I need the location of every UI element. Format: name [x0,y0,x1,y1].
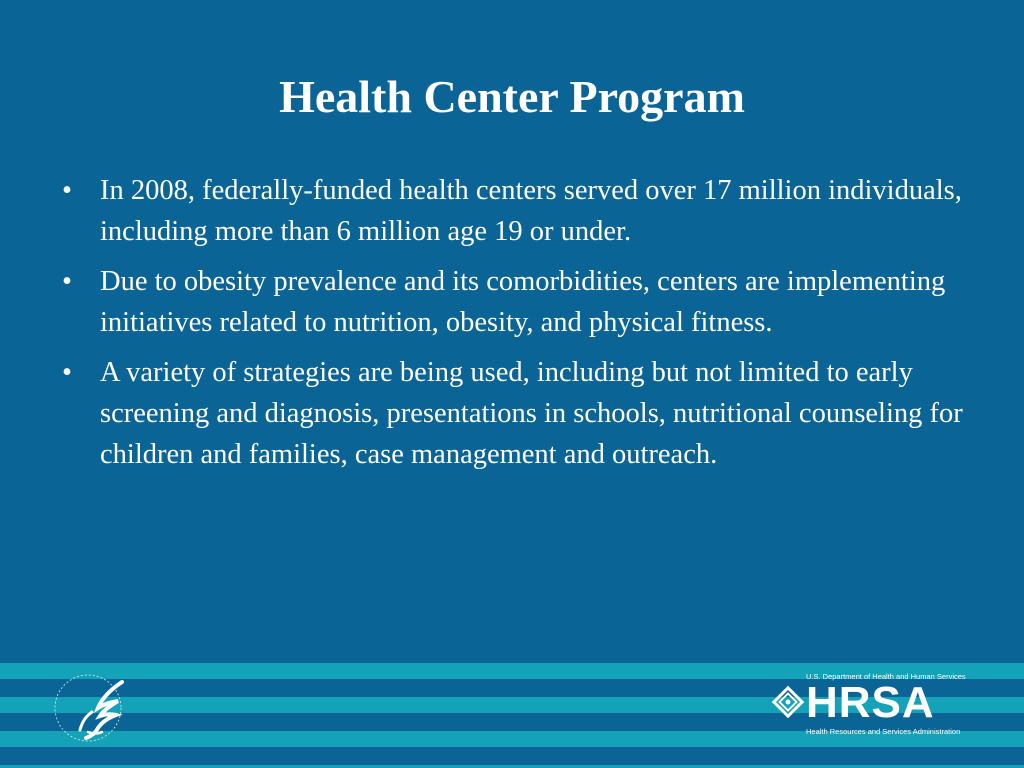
hrsa-department-text: U.S. Department of Health and Human Services [806,672,966,681]
hrsa-knot-icon [770,684,806,720]
bullet-mark: • [62,357,72,388]
hrsa-logo [770,672,980,738]
bullet-item [62,352,982,475]
hhs-eagle-seal-icon [52,668,142,748]
bullet-text: A variety of strategies are being used, including but not limited to early screening and diagnosis, presentations in schools, nutritional counseling for children and families, case management and outreach. [100,357,963,470]
bullet-text: In 2008, federally-funded health centers served over 17 million individuals, including more than 6 million age 19 or under. [100,175,962,247]
bullet-text: Due to obesity prevalence and its comorbidities, centers are implementing initiatives related to nutrition, obesity, and physical fitness. [100,266,946,338]
bullet-item [62,261,982,343]
bullet-item [62,170,982,252]
bullet-mark: • [62,266,72,297]
bullet-list [62,170,982,484]
bullet-mark: • [62,175,72,206]
slide-title: Health Center Program [279,71,745,122]
hrsa-wordmark: HRSA [806,678,935,727]
hrsa-agency-text: Health Resources and Services Administration [806,727,961,736]
